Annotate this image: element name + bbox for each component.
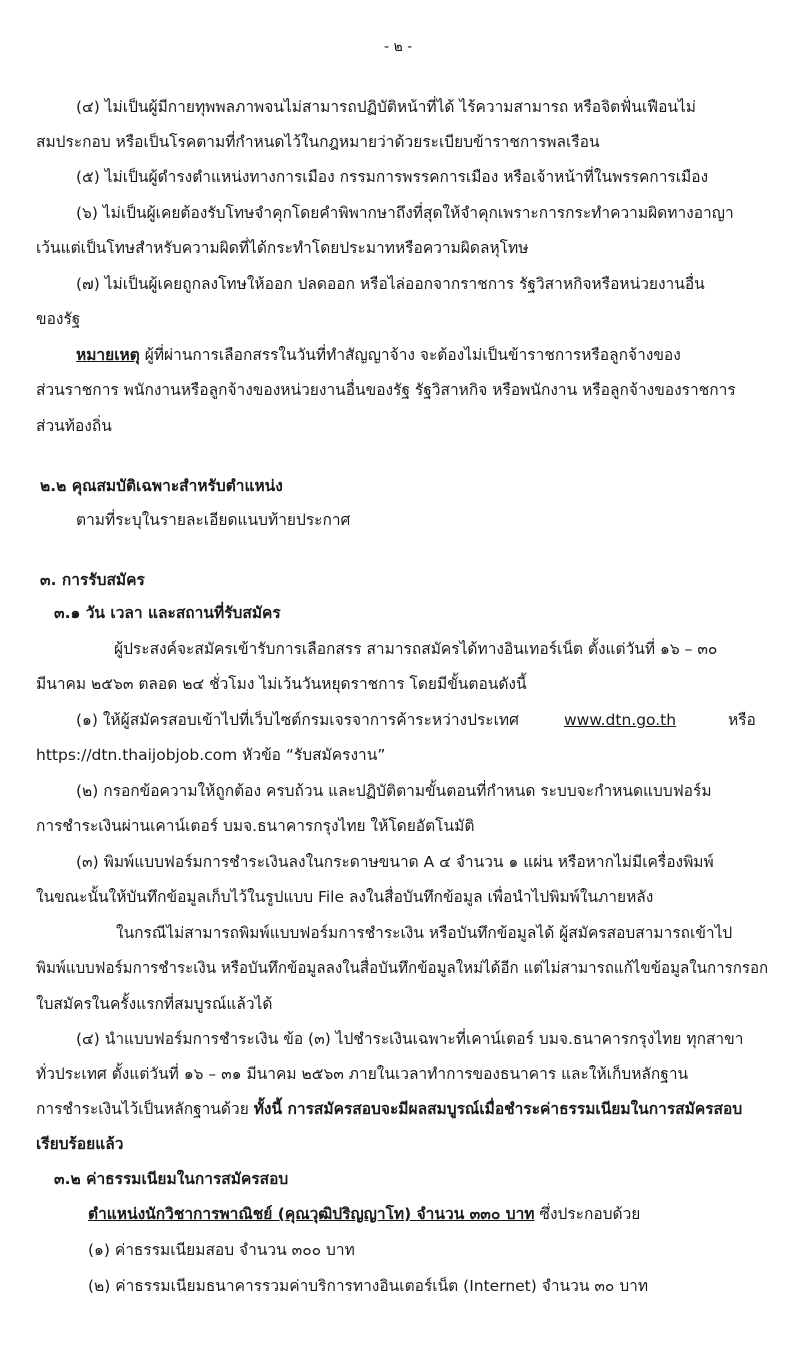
step-2-line-2: การชำระเงินผ่านเคาน์เตอร์ บมจ.ธนาคารกรุงไทย ให้โดยอัตโนมัติ [36, 817, 475, 835]
fee-position: ตำแหน่งนักวิชาการพาณิชย์ (คุณวุฒิปริญญาโท) จำนวน ๓๓๐ บาท [88, 1205, 535, 1223]
section-2-2-heading: ๒.๒ คุณสมบัติเฉพาะสำหรับตำแหน่ง [40, 477, 283, 495]
step-3-line-2: ในขณะนั้นให้บันทึกข้อมูลเก็บไว้ในรูปแบบ File ลงในสื่อบันทึกข้อมูล เพื่อนำไปพิมพ์ในภายหลัง [36, 888, 654, 906]
step-4-line-1: (๔) นำแบบฟอร์มการชำระเงิน ข้อ (๓) ไปชำระเงินเฉพาะที่เคาน์เตอร์ บมจ.ธนาคารกรุงไทย ทุกสาขา [76, 1030, 744, 1048]
step-1-or: หรือ [728, 711, 756, 729]
step-3-case-line-2: พิมพ์แบบฟอร์มการชำระเงิน หรือบันทึกข้อมูลลงในสื่อบันทึกข้อมูลใหม่ได้อีก แต่ไม่สามารถแก้ไขข้อมูลในการกรอก [36, 959, 769, 977]
step-4-line-4: เรียบร้อยแล้ว [36, 1135, 124, 1153]
note-line-2: ส่วนราชการ พนักงานหรือลูกจ้างของหน่วยงานอื่นของรัฐ รัฐวิสาหกิจ หรือพนักงาน หรือลูกจ้างของราชการ [36, 381, 736, 399]
section-2-2-body: ตามที่ระบุในรายละเอียดแนบท้ายประกาศ [76, 511, 351, 529]
note-line-3: ส่วนท้องถิ่น [36, 417, 112, 435]
qualification-item-6-line-2: เว้นแต่เป็นโทษสำหรับความผิดที่ได้กระทำโดยประมาทหรือความผิดลหุโทษ [36, 239, 529, 257]
fee-item-2: (๒) ค่าธรรมเนียมธนาคารรวมค่าบริการทางอินเตอร์เน็ต (Internet) จำนวน ๓๐ บาท [88, 1277, 649, 1295]
step-3-case-line-1: ในกรณีไม่สามารถพิมพ์แบบฟอร์มการชำระเงิน หรือบันทึกข้อมูลได้ ผู้สมัครสอบสามารถเข้าไป [116, 924, 733, 942]
qualification-item-7-line-1: (๗) ไม่เป็นผู้เคยถูกลงโทษให้ออก ปลดออก หรือไล่ออกจากราชการ รัฐวิสาหกิจหรือหน่วยงานอื่น [76, 275, 705, 293]
qualification-item-5: (๕) ไม่เป็นผู้ดำรงตำแหน่งทางการเมือง กรรมการพรรคการเมือง หรือเจ้าหน้าที่ในพรรคการเมือง [76, 168, 709, 186]
section-3-1-heading: ๓.๑ วัน เวลา และสถานที่รับสมัคร [54, 604, 281, 622]
dtn-website-link[interactable]: www.dtn.go.th [564, 711, 677, 729]
step-1-line-2: https://dtn.thaijobjob.com หัวข้อ “รับสมัครงาน” [36, 746, 386, 764]
step-3-case-line-3: ใบสมัครในครั้งแรกที่สมบูรณ์แล้วได้ [36, 995, 273, 1013]
fee-item-1: (๑) ค่าธรรมเนียมสอบ จำนวน ๓๐๐ บาท [88, 1241, 355, 1259]
note-label: หมายเหตุ [76, 346, 140, 364]
note-line-1 [76, 344, 681, 366]
fee-position-line [88, 1203, 640, 1225]
qualification-item-7-line-2: ของรัฐ [36, 310, 81, 328]
note-text: ผู้ที่ผ่านการเลือกสรรในวันที่ทำสัญญาจ้าง จะต้องไม่เป็นข้าราชการหรือลูกจ้างของ [139, 346, 681, 364]
step-2-line-1: (๒) กรอกข้อความให้ถูกต้อง ครบถ้วน และปฏิบัติตามขั้นตอนที่กำหนด ระบบจะกำหนดแบบฟอร์ม [76, 782, 712, 800]
qualification-item-6-line-1: (๖) ไม่เป็นผู้เคยต้องรับโทษจำคุกโดยคำพิพากษาถึงที่สุดให้จำคุกเพราะการกระทำความผิดทางอาญา [76, 204, 734, 222]
step-1-line-1: (๑) ให้ผู้สมัครสอบเข้าไปที่เว็บไซต์กรมเจรจาการค้าระหว่างประเทศ [76, 711, 519, 729]
application-intro-line-2: มีนาคม ๒๕๖๓ ตลอด ๒๔ ชั่วโมง ไม่เว้นวันหยุดราชการ โดยมีขั้นตอนดังนี้ [36, 675, 527, 693]
page-number: - ๒ - [384, 39, 413, 55]
qualification-item-4-line-1: (๔) ไม่เป็นผู้มีกายทุพพลภาพจนไม่สามารถปฏิบัติหน้าที่ได้ ไร้ความสามารถ หรือจิตฟั่นเฟือนไม่ [76, 98, 697, 116]
section-3-heading: ๓. การรับสมัคร [40, 571, 145, 589]
section-3-2-heading: ๓.๒ ค่าธรรมเนียมในการสมัครสอบ [54, 1170, 289, 1188]
qualification-item-4-line-2: สมประกอบ หรือเป็นโรคตามที่กำหนดไว้ในกฎหมายว่าด้วยระเบียบข้าราชการพลเรือน [36, 133, 600, 151]
fee-suffix: ซึ่งประกอบด้วย [534, 1205, 641, 1223]
application-intro-line-1: ผู้ประสงค์จะสมัครเข้ารับการเลือกสรร สามารถสมัครได้ทางอินเทอร์เน็ต ตั้งแต่วันที่ ๑๖ – ๓๐ [114, 640, 718, 658]
step-4-line-3-emphasis: ทั้งนี้ การสมัครสอบจะมีผลสมบูรณ์เมื่อชำระค่าธรรมเนียมในการสมัครสอบ [253, 1100, 743, 1118]
step-4-line-2: ทั่วประเทศ ตั้งแต่วันที่ ๑๖ – ๓๑ มีนาคม ๒๕๖๓ ภายในเวลาทำการของธนาคาร และให้เก็บหลักฐาน [36, 1065, 689, 1083]
step-4-line-3 [36, 1098, 742, 1120]
step-3-line-1: (๓) พิมพ์แบบฟอร์มการชำระเงินลงในกระดาษขนาด A ๔ จำนวน ๑ แผ่น หรือหากไม่มีเครื่องพิมพ์ [76, 853, 714, 871]
step-4-line-3-text: การชำระเงินไว้เป็นหลักฐานด้วย [36, 1100, 254, 1118]
